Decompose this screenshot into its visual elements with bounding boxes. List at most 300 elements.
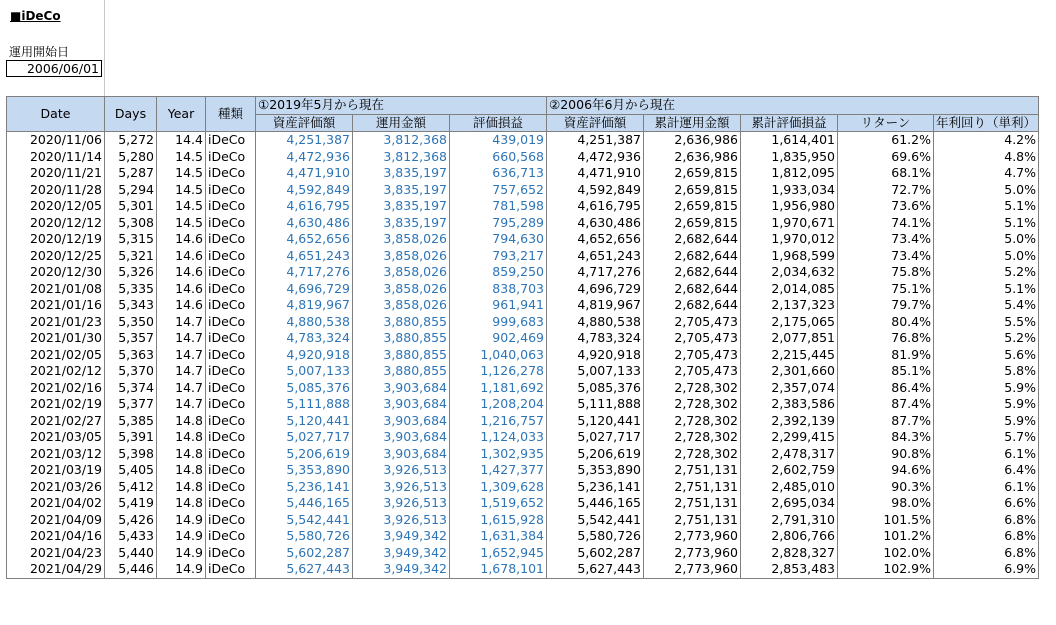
cell-unrealized-gain-1[interactable]: 439,019 bbox=[450, 132, 547, 149]
cell-date[interactable]: 2021/04/16 bbox=[7, 528, 105, 545]
cell-cumulative-invested[interactable]: 2,705,473 bbox=[644, 347, 741, 364]
cell-kind[interactable]: iDeCo bbox=[206, 132, 256, 149]
cell-days[interactable]: 5,398 bbox=[105, 446, 157, 463]
cell-unrealized-gain-1[interactable]: 902,469 bbox=[450, 330, 547, 347]
cell-asset-value-1[interactable]: 5,027,717 bbox=[256, 429, 353, 446]
cell-cumulative-gain[interactable]: 2,806,766 bbox=[741, 528, 838, 545]
cell-cumulative-invested[interactable]: 2,751,131 bbox=[644, 479, 741, 496]
cell-asset-value-2[interactable]: 4,472,936 bbox=[547, 149, 644, 166]
cell-date[interactable]: 2021/02/05 bbox=[7, 347, 105, 364]
cell-return[interactable]: 85.1% bbox=[838, 363, 934, 380]
cell-days[interactable]: 5,412 bbox=[105, 479, 157, 496]
cell-kind[interactable]: iDeCo bbox=[206, 182, 256, 199]
cell-asset-value-1[interactable]: 4,472,936 bbox=[256, 149, 353, 166]
cell-invested-amount[interactable]: 3,858,026 bbox=[353, 281, 450, 298]
cell-return[interactable]: 90.3% bbox=[838, 479, 934, 496]
cell-date[interactable]: 2021/02/19 bbox=[7, 396, 105, 413]
cell-kind[interactable]: iDeCo bbox=[206, 380, 256, 397]
cell-unrealized-gain-1[interactable]: 794,630 bbox=[450, 231, 547, 248]
cell-days[interactable]: 5,350 bbox=[105, 314, 157, 331]
cell-return[interactable]: 80.4% bbox=[838, 314, 934, 331]
cell-date[interactable]: 2021/01/30 bbox=[7, 330, 105, 347]
cell-asset-value-2[interactable]: 5,120,441 bbox=[547, 413, 644, 430]
cell-cumulative-invested[interactable]: 2,773,960 bbox=[644, 545, 741, 562]
cell-year[interactable]: 14.9 bbox=[157, 545, 206, 562]
cell-date[interactable]: 2021/02/16 bbox=[7, 380, 105, 397]
cell-cumulative-invested[interactable]: 2,751,131 bbox=[644, 462, 741, 479]
cell-asset-value-2[interactable]: 5,236,141 bbox=[547, 479, 644, 496]
cell-unrealized-gain-1[interactable]: 660,568 bbox=[450, 149, 547, 166]
cell-asset-value-1[interactable]: 4,717,276 bbox=[256, 264, 353, 281]
cell-date[interactable]: 2020/12/19 bbox=[7, 231, 105, 248]
cell-days[interactable]: 5,440 bbox=[105, 545, 157, 562]
cell-kind[interactable]: iDeCo bbox=[206, 281, 256, 298]
cell-invested-amount[interactable]: 3,926,513 bbox=[353, 462, 450, 479]
cell-cumulative-gain[interactable]: 2,485,010 bbox=[741, 479, 838, 496]
cell-year[interactable]: 14.9 bbox=[157, 561, 206, 578]
cell-unrealized-gain-1[interactable]: 1,309,628 bbox=[450, 479, 547, 496]
header-days[interactable]: Days bbox=[105, 97, 157, 132]
cell-kind[interactable]: iDeCo bbox=[206, 264, 256, 281]
cell-asset-value-1[interactable]: 5,446,165 bbox=[256, 495, 353, 512]
cell-days[interactable]: 5,391 bbox=[105, 429, 157, 446]
cell-cumulative-gain[interactable]: 2,299,415 bbox=[741, 429, 838, 446]
cell-days[interactable]: 5,377 bbox=[105, 396, 157, 413]
cell-unrealized-gain-1[interactable]: 1,181,692 bbox=[450, 380, 547, 397]
cell-cumulative-gain[interactable]: 2,014,085 bbox=[741, 281, 838, 298]
cell-asset-value-2[interactable]: 5,111,888 bbox=[547, 396, 644, 413]
cell-invested-amount[interactable]: 3,880,855 bbox=[353, 330, 450, 347]
cell-days[interactable]: 5,321 bbox=[105, 248, 157, 265]
cell-invested-amount[interactable]: 3,858,026 bbox=[353, 264, 450, 281]
cell-unrealized-gain-1[interactable]: 999,683 bbox=[450, 314, 547, 331]
cell-date[interactable]: 2021/01/16 bbox=[7, 297, 105, 314]
cell-unrealized-gain-1[interactable]: 961,941 bbox=[450, 297, 547, 314]
cell-invested-amount[interactable]: 3,926,513 bbox=[353, 479, 450, 496]
cell-cumulative-gain[interactable]: 2,357,074 bbox=[741, 380, 838, 397]
cell-return[interactable]: 87.4% bbox=[838, 396, 934, 413]
cell-cumulative-invested[interactable]: 2,751,131 bbox=[644, 495, 741, 512]
cell-cumulative-invested[interactable]: 2,705,473 bbox=[644, 330, 741, 347]
cell-asset-value-1[interactable]: 5,236,141 bbox=[256, 479, 353, 496]
cell-kind[interactable]: iDeCo bbox=[206, 215, 256, 232]
cell-annual-yield[interactable]: 6.6% bbox=[934, 495, 1039, 512]
cell-cumulative-gain[interactable]: 1,614,401 bbox=[741, 132, 838, 149]
cell-asset-value-2[interactable]: 5,627,443 bbox=[547, 561, 644, 578]
cell-asset-value-2[interactable]: 5,007,133 bbox=[547, 363, 644, 380]
cell-asset-value-1[interactable]: 5,007,133 bbox=[256, 363, 353, 380]
cell-cumulative-gain[interactable]: 2,034,632 bbox=[741, 264, 838, 281]
cell-cumulative-invested[interactable]: 2,751,131 bbox=[644, 512, 741, 529]
cell-cumulative-gain[interactable]: 2,137,323 bbox=[741, 297, 838, 314]
header-invested-amount[interactable]: 運用金額 bbox=[353, 114, 450, 132]
cell-kind[interactable]: iDeCo bbox=[206, 363, 256, 380]
cell-return[interactable]: 81.9% bbox=[838, 347, 934, 364]
cell-unrealized-gain-1[interactable]: 1,126,278 bbox=[450, 363, 547, 380]
cell-return[interactable]: 94.6% bbox=[838, 462, 934, 479]
cell-unrealized-gain-1[interactable]: 1,631,384 bbox=[450, 528, 547, 545]
cell-cumulative-invested[interactable]: 2,682,644 bbox=[644, 248, 741, 265]
header-annual-yield[interactable]: 年利回り（単利） bbox=[934, 114, 1039, 132]
cell-cumulative-gain[interactable]: 1,970,012 bbox=[741, 231, 838, 248]
cell-asset-value-2[interactable]: 5,542,441 bbox=[547, 512, 644, 529]
cell-asset-value-2[interactable]: 5,085,376 bbox=[547, 380, 644, 397]
cell-annual-yield[interactable]: 5.1% bbox=[934, 215, 1039, 232]
cell-asset-value-1[interactable]: 4,251,387 bbox=[256, 132, 353, 149]
cell-asset-value-1[interactable]: 5,602,287 bbox=[256, 545, 353, 562]
cell-cumulative-gain[interactable]: 2,301,660 bbox=[741, 363, 838, 380]
cell-asset-value-2[interactable]: 4,652,656 bbox=[547, 231, 644, 248]
header-kind[interactable]: 種類 bbox=[206, 97, 256, 132]
cell-cumulative-invested[interactable]: 2,636,986 bbox=[644, 149, 741, 166]
cell-days[interactable]: 5,374 bbox=[105, 380, 157, 397]
cell-asset-value-1[interactable]: 5,542,441 bbox=[256, 512, 353, 529]
cell-unrealized-gain-1[interactable]: 1,427,377 bbox=[450, 462, 547, 479]
cell-annual-yield[interactable]: 6.9% bbox=[934, 561, 1039, 578]
cell-date[interactable]: 2021/02/27 bbox=[7, 413, 105, 430]
cell-days[interactable]: 5,426 bbox=[105, 512, 157, 529]
cell-asset-value-1[interactable]: 4,880,538 bbox=[256, 314, 353, 331]
cell-days[interactable]: 5,272 bbox=[105, 132, 157, 149]
cell-cumulative-gain[interactable]: 2,695,034 bbox=[741, 495, 838, 512]
cell-kind[interactable]: iDeCo bbox=[206, 314, 256, 331]
cell-annual-yield[interactable]: 5.1% bbox=[934, 281, 1039, 298]
cell-invested-amount[interactable]: 3,903,684 bbox=[353, 413, 450, 430]
cell-annual-yield[interactable]: 5.9% bbox=[934, 380, 1039, 397]
cell-return[interactable]: 102.9% bbox=[838, 561, 934, 578]
cell-asset-value-1[interactable]: 5,353,890 bbox=[256, 462, 353, 479]
cell-return[interactable]: 79.7% bbox=[838, 297, 934, 314]
cell-year[interactable]: 14.6 bbox=[157, 248, 206, 265]
cell-annual-yield[interactable]: 5.6% bbox=[934, 347, 1039, 364]
cell-asset-value-1[interactable]: 4,652,656 bbox=[256, 231, 353, 248]
cell-cumulative-invested[interactable]: 2,728,302 bbox=[644, 380, 741, 397]
cell-annual-yield[interactable]: 5.8% bbox=[934, 363, 1039, 380]
cell-year[interactable]: 14.7 bbox=[157, 314, 206, 331]
cell-return[interactable]: 73.4% bbox=[838, 231, 934, 248]
header-unrealized-gain-1[interactable]: 評価損益 bbox=[450, 114, 547, 132]
cell-days[interactable]: 5,335 bbox=[105, 281, 157, 298]
cell-asset-value-1[interactable]: 5,111,888 bbox=[256, 396, 353, 413]
start-date-cell[interactable]: 2006/06/01 bbox=[6, 60, 102, 77]
header-date[interactable]: Date bbox=[7, 97, 105, 132]
cell-annual-yield[interactable]: 5.9% bbox=[934, 396, 1039, 413]
cell-days[interactable]: 5,343 bbox=[105, 297, 157, 314]
cell-asset-value-2[interactable]: 4,783,324 bbox=[547, 330, 644, 347]
cell-asset-value-2[interactable]: 5,580,726 bbox=[547, 528, 644, 545]
cell-date[interactable]: 2021/03/19 bbox=[7, 462, 105, 479]
cell-invested-amount[interactable]: 3,880,855 bbox=[353, 347, 450, 364]
header-group-since-2006[interactable]: ②2006年6月から現在 bbox=[547, 97, 1039, 115]
cell-asset-value-1[interactable]: 4,651,243 bbox=[256, 248, 353, 265]
cell-asset-value-2[interactable]: 4,630,486 bbox=[547, 215, 644, 232]
cell-days[interactable]: 5,357 bbox=[105, 330, 157, 347]
cell-kind[interactable]: iDeCo bbox=[206, 198, 256, 215]
cell-return[interactable]: 75.1% bbox=[838, 281, 934, 298]
cell-kind[interactable]: iDeCo bbox=[206, 446, 256, 463]
cell-return[interactable]: 69.6% bbox=[838, 149, 934, 166]
cell-days[interactable]: 5,433 bbox=[105, 528, 157, 545]
cell-kind[interactable]: iDeCo bbox=[206, 149, 256, 166]
cell-asset-value-1[interactable]: 4,696,729 bbox=[256, 281, 353, 298]
cell-cumulative-invested[interactable]: 2,659,815 bbox=[644, 165, 741, 182]
cell-cumulative-invested[interactable]: 2,659,815 bbox=[644, 215, 741, 232]
header-cumulative-gain[interactable]: 累計評価損益 bbox=[741, 114, 838, 132]
cell-kind[interactable]: iDeCo bbox=[206, 429, 256, 446]
cell-year[interactable]: 14.7 bbox=[157, 363, 206, 380]
cell-days[interactable]: 5,363 bbox=[105, 347, 157, 364]
cell-annual-yield[interactable]: 5.4% bbox=[934, 297, 1039, 314]
cell-asset-value-1[interactable]: 5,085,376 bbox=[256, 380, 353, 397]
cell-asset-value-1[interactable]: 4,616,795 bbox=[256, 198, 353, 215]
cell-kind[interactable]: iDeCo bbox=[206, 545, 256, 562]
cell-return[interactable]: 102.0% bbox=[838, 545, 934, 562]
cell-date[interactable]: 2021/04/23 bbox=[7, 545, 105, 562]
cell-cumulative-gain[interactable]: 2,392,139 bbox=[741, 413, 838, 430]
cell-return[interactable]: 101.5% bbox=[838, 512, 934, 529]
cell-cumulative-gain[interactable]: 2,175,065 bbox=[741, 314, 838, 331]
cell-cumulative-gain[interactable]: 1,956,980 bbox=[741, 198, 838, 215]
cell-asset-value-1[interactable]: 4,920,918 bbox=[256, 347, 353, 364]
cell-cumulative-gain[interactable]: 2,791,310 bbox=[741, 512, 838, 529]
cell-days[interactable]: 5,419 bbox=[105, 495, 157, 512]
cell-year[interactable]: 14.5 bbox=[157, 149, 206, 166]
cell-year[interactable]: 14.7 bbox=[157, 380, 206, 397]
cell-asset-value-2[interactable]: 4,651,243 bbox=[547, 248, 644, 265]
cell-asset-value-2[interactable]: 4,592,849 bbox=[547, 182, 644, 199]
cell-annual-yield[interactable]: 6.8% bbox=[934, 512, 1039, 529]
cell-return[interactable]: 73.4% bbox=[838, 248, 934, 265]
cell-asset-value-1[interactable]: 4,630,486 bbox=[256, 215, 353, 232]
cell-cumulative-invested[interactable]: 2,773,960 bbox=[644, 528, 741, 545]
cell-annual-yield[interactable]: 4.7% bbox=[934, 165, 1039, 182]
cell-date[interactable]: 2021/01/08 bbox=[7, 281, 105, 298]
cell-invested-amount[interactable]: 3,903,684 bbox=[353, 446, 450, 463]
cell-cumulative-invested[interactable]: 2,659,815 bbox=[644, 182, 741, 199]
cell-return[interactable]: 73.6% bbox=[838, 198, 934, 215]
cell-asset-value-2[interactable]: 4,880,538 bbox=[547, 314, 644, 331]
cell-asset-value-1[interactable]: 4,471,910 bbox=[256, 165, 353, 182]
cell-cumulative-invested[interactable]: 2,659,815 bbox=[644, 198, 741, 215]
cell-invested-amount[interactable]: 3,858,026 bbox=[353, 248, 450, 265]
cell-year[interactable]: 14.8 bbox=[157, 462, 206, 479]
cell-year[interactable]: 14.5 bbox=[157, 182, 206, 199]
cell-invested-amount[interactable]: 3,880,855 bbox=[353, 314, 450, 331]
cell-unrealized-gain-1[interactable]: 795,289 bbox=[450, 215, 547, 232]
cell-asset-value-2[interactable]: 5,353,890 bbox=[547, 462, 644, 479]
cell-annual-yield[interactable]: 6.8% bbox=[934, 528, 1039, 545]
cell-invested-amount[interactable]: 3,858,026 bbox=[353, 297, 450, 314]
cell-year[interactable]: 14.8 bbox=[157, 479, 206, 496]
cell-cumulative-gain[interactable]: 2,478,317 bbox=[741, 446, 838, 463]
cell-invested-amount[interactable]: 3,835,197 bbox=[353, 215, 450, 232]
cell-year[interactable]: 14.5 bbox=[157, 165, 206, 182]
cell-return[interactable]: 87.7% bbox=[838, 413, 934, 430]
cell-annual-yield[interactable]: 5.7% bbox=[934, 429, 1039, 446]
cell-year[interactable]: 14.9 bbox=[157, 528, 206, 545]
cell-year[interactable]: 14.7 bbox=[157, 347, 206, 364]
cell-return[interactable]: 75.8% bbox=[838, 264, 934, 281]
cell-unrealized-gain-1[interactable]: 1,040,063 bbox=[450, 347, 547, 364]
cell-cumulative-gain[interactable]: 2,383,586 bbox=[741, 396, 838, 413]
cell-cumulative-invested[interactable]: 2,705,473 bbox=[644, 314, 741, 331]
cell-invested-amount[interactable]: 3,812,368 bbox=[353, 132, 450, 149]
cell-date[interactable]: 2021/01/23 bbox=[7, 314, 105, 331]
cell-invested-amount[interactable]: 3,949,342 bbox=[353, 561, 450, 578]
cell-kind[interactable]: iDeCo bbox=[206, 330, 256, 347]
cell-asset-value-2[interactable]: 5,206,619 bbox=[547, 446, 644, 463]
cell-asset-value-2[interactable]: 4,696,729 bbox=[547, 281, 644, 298]
cell-invested-amount[interactable]: 3,858,026 bbox=[353, 231, 450, 248]
cell-cumulative-gain[interactable]: 1,812,095 bbox=[741, 165, 838, 182]
cell-date[interactable]: 2021/04/09 bbox=[7, 512, 105, 529]
cell-cumulative-gain[interactable]: 1,933,034 bbox=[741, 182, 838, 199]
cell-annual-yield[interactable]: 5.2% bbox=[934, 330, 1039, 347]
cell-year[interactable]: 14.6 bbox=[157, 297, 206, 314]
cell-annual-yield[interactable]: 5.2% bbox=[934, 264, 1039, 281]
cell-asset-value-2[interactable]: 4,819,967 bbox=[547, 297, 644, 314]
cell-cumulative-invested[interactable]: 2,728,302 bbox=[644, 446, 741, 463]
cell-asset-value-2[interactable]: 5,027,717 bbox=[547, 429, 644, 446]
cell-cumulative-invested[interactable]: 2,728,302 bbox=[644, 396, 741, 413]
cell-days[interactable]: 5,446 bbox=[105, 561, 157, 578]
cell-year[interactable]: 14.8 bbox=[157, 429, 206, 446]
cell-cumulative-gain[interactable]: 1,968,599 bbox=[741, 248, 838, 265]
cell-unrealized-gain-1[interactable]: 838,703 bbox=[450, 281, 547, 298]
cell-invested-amount[interactable]: 3,835,197 bbox=[353, 182, 450, 199]
cell-days[interactable]: 5,301 bbox=[105, 198, 157, 215]
cell-unrealized-gain-1[interactable]: 1,652,945 bbox=[450, 545, 547, 562]
cell-date[interactable]: 2020/12/30 bbox=[7, 264, 105, 281]
cell-cumulative-gain[interactable]: 1,835,950 bbox=[741, 149, 838, 166]
cell-return[interactable]: 72.7% bbox=[838, 182, 934, 199]
cell-kind[interactable]: iDeCo bbox=[206, 165, 256, 182]
cell-unrealized-gain-1[interactable]: 1,124,033 bbox=[450, 429, 547, 446]
cell-date[interactable]: 2020/11/28 bbox=[7, 182, 105, 199]
cell-return[interactable]: 84.3% bbox=[838, 429, 934, 446]
cell-invested-amount[interactable]: 3,949,342 bbox=[353, 545, 450, 562]
cell-year[interactable]: 14.8 bbox=[157, 495, 206, 512]
cell-asset-value-1[interactable]: 5,580,726 bbox=[256, 528, 353, 545]
cell-cumulative-invested[interactable]: 2,705,473 bbox=[644, 363, 741, 380]
cell-year[interactable]: 14.4 bbox=[157, 132, 206, 149]
header-asset-value-2[interactable]: 資産評価額 bbox=[547, 114, 644, 132]
cell-return[interactable]: 74.1% bbox=[838, 215, 934, 232]
cell-unrealized-gain-1[interactable]: 781,598 bbox=[450, 198, 547, 215]
cell-asset-value-1[interactable]: 4,783,324 bbox=[256, 330, 353, 347]
cell-invested-amount[interactable]: 3,835,197 bbox=[353, 165, 450, 182]
cell-days[interactable]: 5,385 bbox=[105, 413, 157, 430]
cell-date[interactable]: 2021/04/29 bbox=[7, 561, 105, 578]
cell-invested-amount[interactable]: 3,926,513 bbox=[353, 495, 450, 512]
header-group-since-2019[interactable]: ①2019年5月から現在 bbox=[256, 97, 547, 115]
cell-asset-value-2[interactable]: 4,616,795 bbox=[547, 198, 644, 215]
cell-annual-yield[interactable]: 5.1% bbox=[934, 198, 1039, 215]
cell-unrealized-gain-1[interactable]: 757,652 bbox=[450, 182, 547, 199]
cell-date[interactable]: 2021/03/26 bbox=[7, 479, 105, 496]
cell-kind[interactable]: iDeCo bbox=[206, 413, 256, 430]
cell-cumulative-gain[interactable]: 2,853,483 bbox=[741, 561, 838, 578]
cell-date[interactable]: 2020/12/12 bbox=[7, 215, 105, 232]
cell-date[interactable]: 2021/03/12 bbox=[7, 446, 105, 463]
cell-days[interactable]: 5,315 bbox=[105, 231, 157, 248]
cell-asset-value-1[interactable]: 5,627,443 bbox=[256, 561, 353, 578]
cell-year[interactable]: 14.7 bbox=[157, 330, 206, 347]
cell-cumulative-invested[interactable]: 2,728,302 bbox=[644, 413, 741, 430]
cell-cumulative-gain[interactable]: 1,970,671 bbox=[741, 215, 838, 232]
cell-invested-amount[interactable]: 3,949,342 bbox=[353, 528, 450, 545]
cell-return[interactable]: 101.2% bbox=[838, 528, 934, 545]
cell-days[interactable]: 5,287 bbox=[105, 165, 157, 182]
cell-cumulative-invested[interactable]: 2,636,986 bbox=[644, 132, 741, 149]
cell-unrealized-gain-1[interactable]: 1,519,652 bbox=[450, 495, 547, 512]
cell-date[interactable]: 2021/04/02 bbox=[7, 495, 105, 512]
cell-days[interactable]: 5,308 bbox=[105, 215, 157, 232]
cell-return[interactable]: 98.0% bbox=[838, 495, 934, 512]
cell-year[interactable]: 14.6 bbox=[157, 231, 206, 248]
cell-kind[interactable]: iDeCo bbox=[206, 347, 256, 364]
cell-year[interactable]: 14.8 bbox=[157, 446, 206, 463]
cell-asset-value-2[interactable]: 4,717,276 bbox=[547, 264, 644, 281]
cell-asset-value-2[interactable]: 5,602,287 bbox=[547, 545, 644, 562]
cell-asset-value-1[interactable]: 5,120,441 bbox=[256, 413, 353, 430]
cell-annual-yield[interactable]: 5.0% bbox=[934, 248, 1039, 265]
cell-invested-amount[interactable]: 3,835,197 bbox=[353, 198, 450, 215]
cell-asset-value-2[interactable]: 4,251,387 bbox=[547, 132, 644, 149]
cell-unrealized-gain-1[interactable]: 1,678,101 bbox=[450, 561, 547, 578]
cell-unrealized-gain-1[interactable]: 859,250 bbox=[450, 264, 547, 281]
cell-cumulative-invested[interactable]: 2,682,644 bbox=[644, 264, 741, 281]
cell-annual-yield[interactable]: 4.8% bbox=[934, 149, 1039, 166]
cell-asset-value-2[interactable]: 4,471,910 bbox=[547, 165, 644, 182]
cell-return[interactable]: 76.8% bbox=[838, 330, 934, 347]
cell-asset-value-2[interactable]: 5,446,165 bbox=[547, 495, 644, 512]
cell-return[interactable]: 68.1% bbox=[838, 165, 934, 182]
header-asset-value-1[interactable]: 資産評価額 bbox=[256, 114, 353, 132]
cell-kind[interactable]: iDeCo bbox=[206, 479, 256, 496]
cell-year[interactable]: 14.6 bbox=[157, 281, 206, 298]
cell-year[interactable]: 14.5 bbox=[157, 215, 206, 232]
cell-cumulative-invested[interactable]: 2,773,960 bbox=[644, 561, 741, 578]
cell-asset-value-2[interactable]: 4,920,918 bbox=[547, 347, 644, 364]
cell-invested-amount[interactable]: 3,880,855 bbox=[353, 363, 450, 380]
cell-cumulative-invested[interactable]: 2,682,644 bbox=[644, 297, 741, 314]
cell-cumulative-invested[interactable]: 2,728,302 bbox=[644, 429, 741, 446]
cell-invested-amount[interactable]: 3,812,368 bbox=[353, 149, 450, 166]
cell-invested-amount[interactable]: 3,903,684 bbox=[353, 396, 450, 413]
cell-kind[interactable]: iDeCo bbox=[206, 396, 256, 413]
header-year[interactable]: Year bbox=[157, 97, 206, 132]
header-return[interactable]: リターン bbox=[838, 114, 934, 132]
cell-days[interactable]: 5,405 bbox=[105, 462, 157, 479]
cell-annual-yield[interactable]: 5.9% bbox=[934, 413, 1039, 430]
cell-unrealized-gain-1[interactable]: 1,208,204 bbox=[450, 396, 547, 413]
cell-asset-value-1[interactable]: 4,592,849 bbox=[256, 182, 353, 199]
cell-annual-yield[interactable]: 5.0% bbox=[934, 231, 1039, 248]
cell-kind[interactable]: iDeCo bbox=[206, 528, 256, 545]
cell-days[interactable]: 5,326 bbox=[105, 264, 157, 281]
cell-year[interactable]: 14.5 bbox=[157, 198, 206, 215]
cell-return[interactable]: 90.8% bbox=[838, 446, 934, 463]
cell-unrealized-gain-1[interactable]: 1,216,757 bbox=[450, 413, 547, 430]
cell-unrealized-gain-1[interactable]: 1,302,935 bbox=[450, 446, 547, 463]
cell-cumulative-gain[interactable]: 2,828,327 bbox=[741, 545, 838, 562]
header-cumulative-invested[interactable]: 累計運用金額 bbox=[644, 114, 741, 132]
cell-annual-yield[interactable]: 4.2% bbox=[934, 132, 1039, 149]
cell-date[interactable]: 2020/11/21 bbox=[7, 165, 105, 182]
cell-invested-amount[interactable]: 3,903,684 bbox=[353, 429, 450, 446]
cell-unrealized-gain-1[interactable]: 636,713 bbox=[450, 165, 547, 182]
